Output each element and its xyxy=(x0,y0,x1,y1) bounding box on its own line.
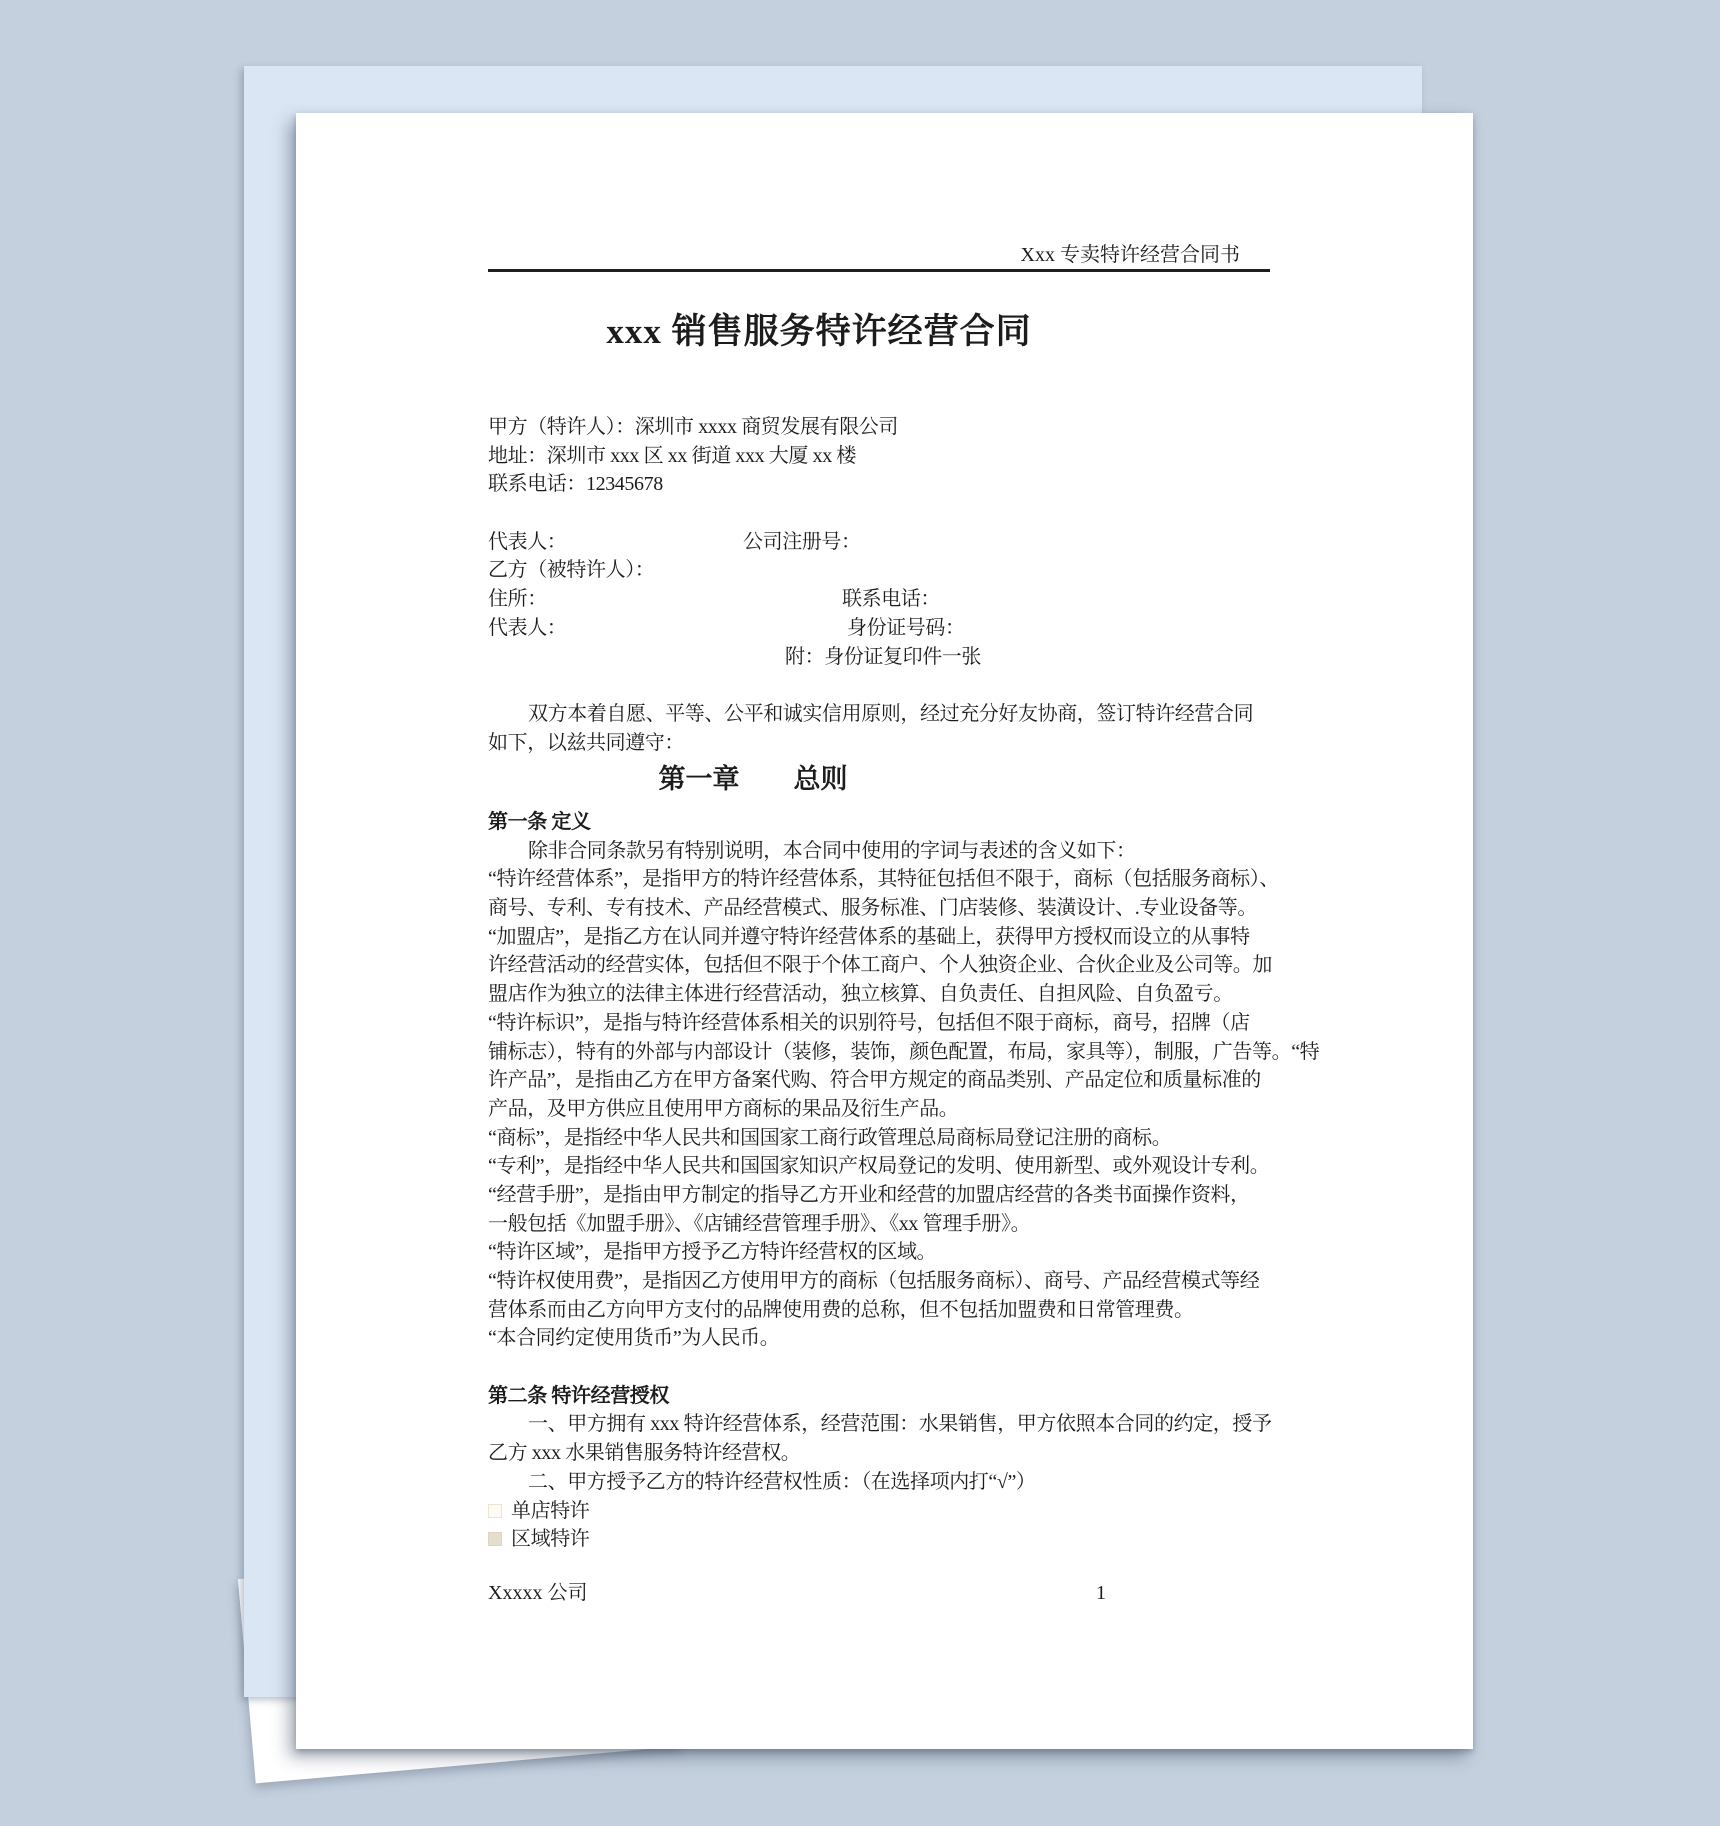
line-text-secondary: 身份证号码： xyxy=(847,616,965,639)
line-text: 甲方（特许人）：深圳市 xxxx 商贸发展有限公司 xyxy=(488,416,898,438)
text-line xyxy=(488,614,1280,643)
text-line xyxy=(488,1009,1280,1038)
text-line xyxy=(488,1324,1280,1353)
line-text xyxy=(488,502,493,524)
text-line xyxy=(488,643,1280,672)
text-line xyxy=(488,980,1280,1009)
text-line xyxy=(488,808,1280,837)
document-title: xxx 销售服务特许经营合同 xyxy=(606,312,1032,351)
line-text: “加盟店”，是指乙方在认同并遵守特许经营体系的基础上，获得甲方授权而设立的从事特 xyxy=(488,925,1250,948)
line-text: 二、甲方授予乙方的特许经营权性质：（在选择项内打“√”） xyxy=(528,1470,1036,1493)
line-text: “本合同约定使用货币”为人民币。 xyxy=(488,1327,780,1350)
line-text: 住所： xyxy=(488,588,547,611)
line-text: 双方本着自愿、平等、公平和诚实信用原则，经过充分好友协商，签订特许经营合同 xyxy=(528,702,1254,725)
text-line xyxy=(488,1095,1280,1124)
page-number: 1 xyxy=(1096,1582,1106,1604)
line-text: 盟店作为独立的法律主体进行经营活动，独立核算、自负责任、自担风险、自负盈亏。 xyxy=(488,983,1233,1006)
text-line xyxy=(488,413,1280,442)
line-text: 第二条 特许经营授权 xyxy=(488,1384,669,1407)
text-line xyxy=(488,1296,1280,1325)
line-text: “特许经营体系”，是指甲方的特许经营体系，其特征包括但不限于，商标（包括服务商标）、 xyxy=(488,868,1279,891)
footer-company: Xxxxx 公司 xyxy=(488,1582,588,1604)
line-text: 联系电话：12345678 xyxy=(488,473,663,496)
contract-body-block xyxy=(488,808,1320,1554)
text-line xyxy=(488,1066,1280,1095)
line-text: 乙方（被特许人）： xyxy=(488,559,655,582)
option-checkbox-unchecked[interactable] xyxy=(488,1504,502,1518)
line-text: 如下，以兹共同遵守： xyxy=(488,731,684,754)
text-line xyxy=(488,470,1280,499)
line-text: 单店特许 xyxy=(511,1499,590,1522)
text-line xyxy=(488,1124,1280,1153)
text-line xyxy=(488,923,1280,952)
text-line xyxy=(488,1238,1280,1267)
text-line xyxy=(488,865,1280,894)
text-line xyxy=(488,1038,1320,1067)
line-text: 营体系而由乙方向甲方支付的品牌使用费的总称，但不包括加盟费和日常管理费。 xyxy=(488,1298,1194,1321)
line-text: “专利”，是指经中华人民共和国国家知识产权局登记的发明、使用新型、或外观设计专利。 xyxy=(488,1155,1270,1178)
text-line xyxy=(488,1382,1280,1411)
party-info-block xyxy=(488,413,1280,757)
franchise-option-row xyxy=(488,1497,1280,1526)
line-text: “经营手册”，是指由甲方制定的指导乙方开业和经营的加盟店经营的各类书面操作资料， xyxy=(488,1183,1250,1206)
text-line xyxy=(488,951,1280,980)
text-line xyxy=(488,528,1280,557)
line-text-secondary: 公司注册号： xyxy=(743,530,861,553)
text-line xyxy=(488,585,1280,614)
text-line xyxy=(488,729,1280,758)
line-text: 许产品”，是指由乙方在甲方备案代购、符合甲方规定的商品类别、产品定位和质量标准的 xyxy=(488,1069,1261,1092)
line-text: 代表人： xyxy=(488,530,567,553)
line-text xyxy=(488,674,493,696)
line-text: 产品，及甲方供应且使用甲方商标的果品及衍生产品。 xyxy=(488,1097,959,1120)
document-page xyxy=(296,113,1473,1749)
text-line xyxy=(488,1468,1280,1497)
line-text: 除非合同条款另有特别说明，本合同中使用的字词与表述的含义如下： xyxy=(528,839,1136,862)
text-line xyxy=(488,671,1280,700)
text-line xyxy=(488,837,1280,866)
line-text: 一、甲方拥有 xxx 特许经营体系，经营范围：水果销售，甲方依照本合同的约定，授予 xyxy=(528,1413,1272,1436)
text-line xyxy=(488,1152,1280,1181)
option-checkbox-checked[interactable] xyxy=(488,1532,502,1546)
text-line xyxy=(488,442,1280,471)
line-text: 区域特许 xyxy=(511,1528,590,1551)
text-line xyxy=(488,1410,1280,1439)
line-text: 商号、专利、专有技术、产品经营模式、服务标准、门店装修、装潢设计、.专业设备等。 xyxy=(488,897,1257,920)
header-rule xyxy=(488,269,1270,272)
text-line xyxy=(488,1267,1280,1296)
text-line xyxy=(488,1210,1280,1239)
line-text: 地址：深圳市 xxx 区 xx 街道 xxx 大厦 xx 楼 xyxy=(488,444,856,467)
text-line xyxy=(488,556,1280,585)
line-text: 代表人： xyxy=(488,616,567,639)
text-line xyxy=(488,1181,1280,1210)
page-header-text: Xxx 专卖特许经营合同书 xyxy=(1020,244,1240,266)
text-line xyxy=(488,499,1280,528)
franchise-option-row xyxy=(488,1525,1280,1554)
line-text: “特许区域”，是指甲方授予乙方特许经营权的区域。 xyxy=(488,1241,937,1264)
text-line xyxy=(488,1353,1280,1382)
text-line xyxy=(488,894,1280,923)
line-text: 附：身份证复印件一张 xyxy=(785,645,981,668)
line-text: “特许标识”，是指与特许经营体系相关的识别符号，包括但不限于商标，商号，招牌（店 xyxy=(488,1011,1250,1034)
line-text xyxy=(488,1356,493,1378)
chapter-heading: 第一章 总则 xyxy=(658,764,848,794)
text-line xyxy=(488,700,1280,729)
line-text: 铺标志），特有的外部与内部设计（装修，装饰，颜色配置，布局，家具等），制服，广告等。“特 xyxy=(488,1040,1320,1063)
line-text-secondary: 联系电话： xyxy=(842,588,940,611)
line-text: “特许权使用费”，是指因乙方使用甲方的商标（包括服务商标）、商号、产品经营模式等经 xyxy=(488,1270,1260,1292)
line-text: “商标”，是指经中华人民共和国国家工商行政管理总局商标局登记注册的商标。 xyxy=(488,1126,1172,1149)
line-text: 一般包括《加盟手册》、《店铺经营管理手册》、《xx 管理手册》。 xyxy=(488,1212,1031,1235)
line-text: 第一条 定义 xyxy=(488,811,591,833)
line-text: 许经营活动的经营实体，包括但不限于个体工商户、个人独资企业、合伙企业及公司等。加 xyxy=(488,954,1272,977)
line-text: 乙方 xxx 水果销售服务特许经营权。 xyxy=(488,1442,801,1465)
text-line xyxy=(488,1439,1280,1468)
page-footer xyxy=(488,1581,1270,1605)
